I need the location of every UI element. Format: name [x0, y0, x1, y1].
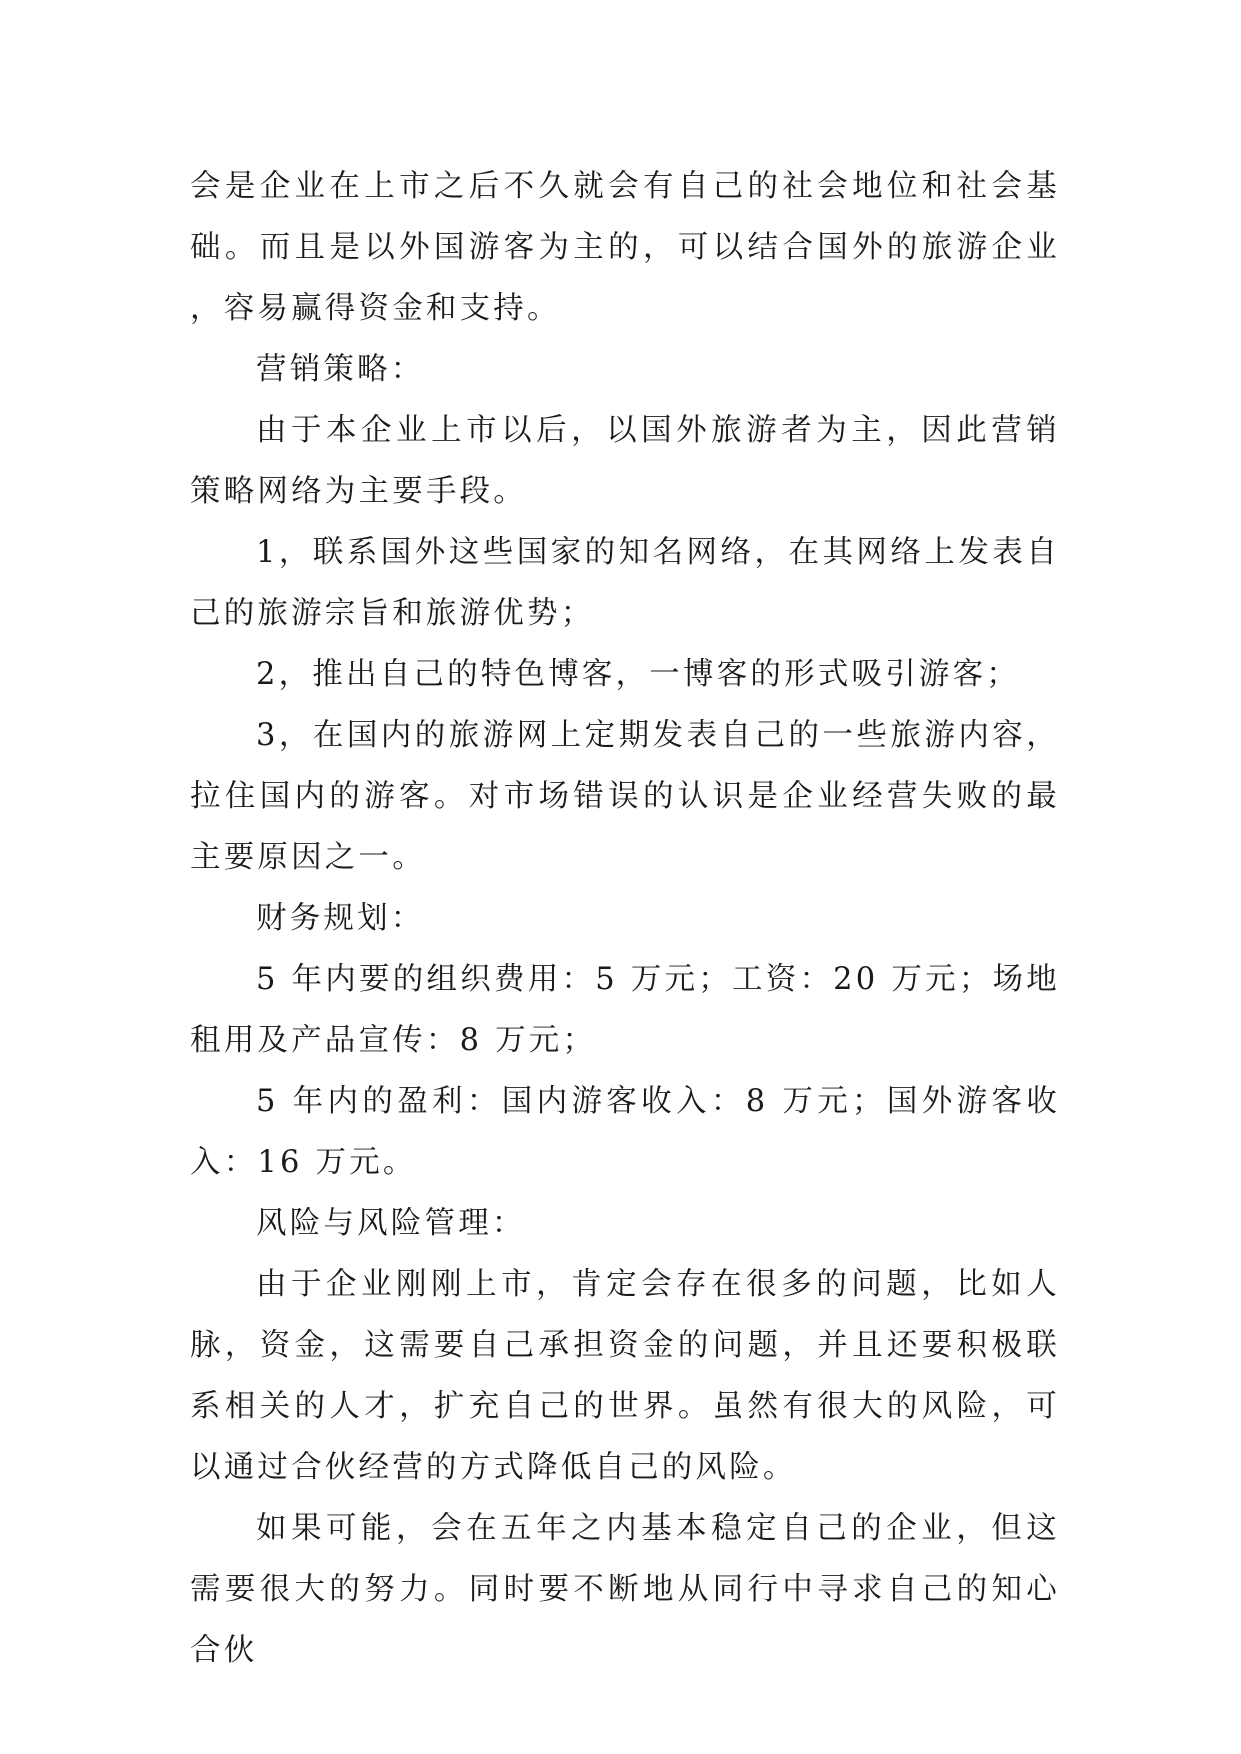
paragraph-expenses: 5 年内要的组织费用：5 万元；工资：20 万元；场地租用及产品宣传：8 万元； [190, 962, 1060, 1058]
paragraph-intro-continuation: 会是企业在上市之后不久就会有自己的社会地位和社会基础。而且是以外国游客为主的，可以结合国外的旅游企业，容易赢得资金和支持。 [190, 169, 1060, 326]
heading-marketing-strategy: 营销策略： [256, 352, 425, 387]
document-body [190, 156, 1060, 1681]
paragraph-risk: 由于企业刚刚上市，肯定会存在很多的问题，比如人脉，资金，这需要自己承担资金的问题，并且还要积极联系相关的人才，扩充自己的世界。虽然有很大的风险，可以通过合伙经营的方式降低自己的风险。 [190, 1267, 1060, 1485]
paragraph-marketing-summary: 由于本企业上市以后，以国外旅游者为主，因此营销策略网络为主要手段。 [190, 413, 1060, 509]
paragraph-profit: 5 年内的盈利：国内游客收入：8 万元；国外游客收入：16 万元。 [190, 1084, 1060, 1180]
paragraph-outlook: 如果可能，会在五年之内基本稳定自己的企业，但这需要很大的努力。同时要不断地从同行中寻求自己的知心合伙 [190, 1511, 1060, 1668]
list-item-1: 1，联系国外这些国家的知名网络，在其网络上发表自己的旅游宗旨和旅游优势； [190, 535, 1060, 631]
list-item-2: 2，推出自己的特色博客，一博客的形式吸引游客； [256, 657, 1021, 692]
heading-risk-management: 风险与风险管理： [256, 1206, 526, 1241]
list-item-3: 3，在国内的旅游网上定期发表自己的一些旅游内容，拉住国内的游客。对市场错误的认识是企业经营失败的最主要原因之一。 [190, 718, 1060, 875]
heading-financial-planning: 财务规划： [256, 901, 425, 936]
